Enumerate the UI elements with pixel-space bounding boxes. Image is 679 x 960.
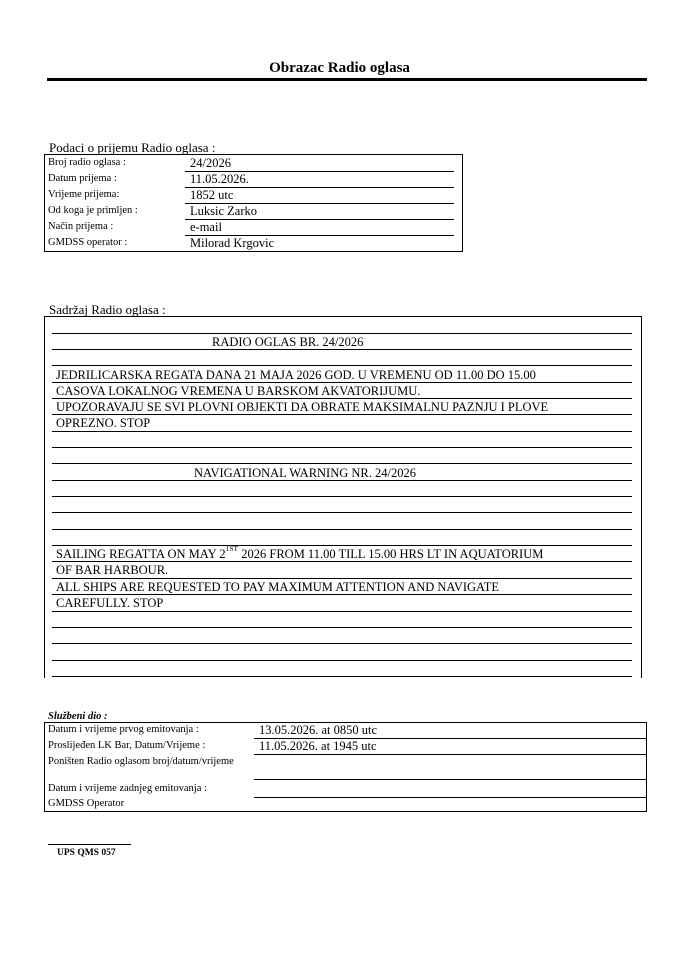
ruled-line	[52, 611, 632, 612]
local-line-3: UPOZORAVAJU SE SVI PLOVNI OBJEKTI DA OBRATE MAKSIMALNU PAZNJU I PLOVE	[56, 400, 549, 414]
od-koga-value: Luksic Zarko	[190, 204, 257, 218]
footer-divider	[48, 844, 131, 845]
nav-warning-title: NAVIGATIONAL WARNING NR. 24/2026	[194, 466, 416, 480]
ruled-line	[52, 660, 632, 661]
broj-label: Broj radio oglasa :	[48, 157, 126, 168]
vrijeme-label: Vrijeme prijema:	[48, 189, 120, 200]
local-line-4: OPREZNO. STOP	[56, 416, 151, 430]
ruled-line	[52, 627, 632, 628]
ruled-line	[52, 594, 632, 595]
ruled-line	[52, 529, 632, 530]
nav-line-1-sup: 1ST	[225, 544, 239, 553]
ruled-line	[52, 349, 632, 350]
ruled-line	[52, 414, 632, 415]
nav-line-2: OF BAR HARBOUR.	[56, 563, 169, 577]
field-line	[254, 779, 646, 780]
datum-value: 11.05.2026.	[190, 172, 249, 186]
ruled-line	[52, 398, 632, 399]
field-line	[254, 797, 646, 798]
proslijeden-label: Proslijeđen LK Bar, Datum/Vrijeme :	[48, 740, 206, 751]
ruled-line	[52, 365, 632, 366]
ruled-line	[52, 382, 632, 383]
operator-value: Milorad Krgovic	[190, 236, 275, 250]
field-line	[254, 754, 646, 755]
ruled-line	[52, 561, 632, 562]
vrijeme-value: 1852 utc	[190, 188, 234, 202]
nav-line-3: ALL SHIPS ARE REQUESTED TO PAY MAXIMUM ATTENTION AND NAVIGATE	[56, 580, 499, 594]
nacin-value: e-mail	[190, 220, 222, 234]
nav-line-1	[56, 544, 544, 562]
field-line	[185, 219, 454, 220]
page-title: Obrazac Radio oglasa	[269, 60, 410, 76]
ruled-line	[52, 512, 632, 513]
sadrzaj-heading: Sadržaj Radio oglasa :	[49, 302, 166, 317]
local-line-1: JEDRILICARSKA REGATA DANA 21 MAJA 2026 GOD. U VREMENU OD 11.00 DO 15.00	[56, 368, 536, 382]
nacin-label: Način prijema :	[48, 221, 114, 232]
ruled-line	[52, 431, 632, 432]
ruled-line	[52, 545, 632, 546]
gmdss-operator-label: GMDSS Operator	[48, 798, 125, 809]
podaci-heading: Podaci o prijemu Radio oglasa :	[49, 140, 216, 155]
nav-line-1-pre: SAILING REGATTA ON MAY 2	[56, 547, 226, 561]
ruled-line	[52, 578, 632, 579]
title-divider	[47, 78, 647, 81]
broj-value: 24/2026	[190, 156, 231, 170]
ruled-line	[52, 643, 632, 644]
od-koga-label: Od koga je primljen :	[48, 205, 138, 216]
ruled-line	[52, 480, 632, 481]
ruled-line	[52, 333, 632, 334]
ruled-line	[52, 676, 632, 677]
ruled-line	[52, 496, 632, 497]
local-line-2: CASOVA LOKALNOG VREMENA U BARSKOM AKVATORIJUMU.	[56, 384, 421, 398]
form-code: UPS QMS 057	[57, 848, 116, 858]
ruled-line	[52, 447, 632, 448]
prvo-emitovanje-label: Datum i vrijeme prvog emitovanja :	[48, 724, 199, 735]
nav-line-4: CAREFULLY. STOP	[56, 596, 164, 610]
datum-label: Datum prijema :	[48, 173, 117, 184]
nav-line-1-post: 2026 FROM 11.00 TILL 15.00 HRS LT IN AQUATORIUM	[238, 547, 544, 561]
radio-oglas-title: RADIO OGLAS BR. 24/2026	[212, 335, 364, 349]
proslijeden-value: 11.05.2026. at 1945 utc	[259, 739, 377, 753]
prvo-emitovanje-value: 13.05.2026. at 0850 utc	[259, 723, 378, 737]
ponisten-label: Poništen Radio oglasom broj/datum/vrijeme	[48, 756, 234, 767]
operator-label: GMDSS operator :	[48, 237, 128, 248]
zadnje-emitovanje-label: Datum i vrijeme zadnjeg emitovanja :	[48, 783, 207, 794]
sluzbeni-heading: Službeni dio :	[48, 711, 108, 722]
ruled-line	[52, 463, 632, 464]
